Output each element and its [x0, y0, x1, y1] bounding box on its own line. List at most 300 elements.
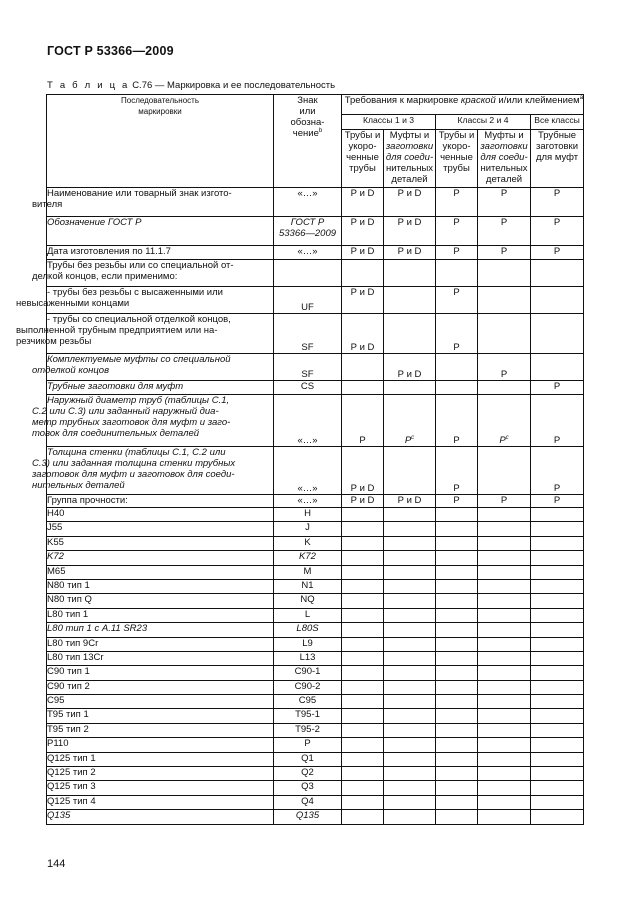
grade-cell [384, 738, 436, 752]
grade-cell [531, 579, 584, 593]
grade-sign: C95 [274, 695, 342, 709]
header-coup-l2: заготовки [480, 141, 528, 152]
row-cell [531, 354, 584, 381]
row-cell [478, 447, 531, 495]
row-cell [342, 354, 384, 381]
grade-sign: Н [274, 508, 342, 522]
grade-cell [342, 579, 384, 593]
row-cell: Р [531, 246, 584, 260]
grade-row [47, 637, 584, 651]
row-cell [384, 287, 436, 314]
row-cell: Р [436, 447, 478, 495]
table-row [47, 260, 584, 287]
grade-cell [384, 723, 436, 737]
grade-name: Н40 [47, 508, 274, 522]
grade-name: Q125 тип 1 [47, 752, 274, 766]
grade-name: C90 тип 2 [47, 680, 274, 694]
header-sign-line2: или [299, 106, 316, 117]
row-cell-note: c [505, 434, 509, 441]
grade-row [47, 522, 584, 536]
grade-cell [436, 536, 478, 550]
row-label-line: С.2 или С.3) или заданный наружный диа- [32, 406, 219, 417]
grade-cell [531, 810, 584, 824]
grade-sign: T95-2 [274, 723, 342, 737]
grade-cell [478, 551, 531, 565]
row-cell: Р [531, 188, 584, 217]
table-row [47, 246, 584, 260]
grade-sign: C90-2 [274, 680, 342, 694]
grade-cell [384, 795, 436, 809]
grade-cell [436, 623, 478, 637]
grade-row [47, 565, 584, 579]
grade-sign: J [274, 522, 342, 536]
row-cell: Р [478, 354, 531, 381]
grade-cell [478, 695, 531, 709]
grade-cell [384, 608, 436, 622]
grade-cell [478, 781, 531, 795]
grade-cell [384, 551, 436, 565]
grade-cell [478, 680, 531, 694]
row-cell [384, 314, 436, 354]
grade-cell [531, 752, 584, 766]
grade-cell [531, 551, 584, 565]
row-label-line: делкой концов, если применимо: [32, 271, 178, 282]
grade-cell [342, 536, 384, 550]
header-pipes-l1: Трубы и [344, 130, 381, 141]
row-cell: Р и D [384, 495, 436, 508]
row-cell: Р [531, 381, 584, 395]
grade-cell [478, 767, 531, 781]
row-label: Группа прочности: [47, 495, 274, 508]
grade-cell [478, 795, 531, 809]
header-couplings-1-3 [384, 130, 436, 188]
row-cell: Р [478, 246, 531, 260]
grade-cell [342, 594, 384, 608]
grade-cell [342, 623, 384, 637]
grade-row [47, 810, 584, 824]
grade-cell [531, 594, 584, 608]
row-sign: «…» [274, 246, 342, 260]
grade-cell [384, 752, 436, 766]
grade-sign: N1 [274, 579, 342, 593]
row-cell [342, 260, 384, 287]
grade-cell [531, 767, 584, 781]
row-cell: Р [436, 314, 478, 354]
header-sequence-line2: маркировки [138, 107, 182, 116]
grade-cell [384, 695, 436, 709]
grade-row [47, 508, 584, 522]
header-coup-l2: заготовки [385, 141, 434, 152]
row-cell [478, 287, 531, 314]
grade-cell [531, 623, 584, 637]
row-cell: Р [436, 188, 478, 217]
grade-sign: P [274, 738, 342, 752]
grade-cell [342, 738, 384, 752]
marking-table [16, 94, 584, 825]
grade-name: J55 [47, 522, 274, 536]
header-sign [274, 95, 342, 188]
grade-cell [384, 767, 436, 781]
row-label-line: заготовок для муфт и заготовок для соеди- [32, 469, 235, 480]
header-classes-1-3: Классы 1 и 3 [342, 115, 436, 130]
table-caption-prefix: Т а б л и ц а [47, 80, 130, 91]
grade-cell [436, 565, 478, 579]
grade-sign: NQ [274, 594, 342, 608]
header-stock-l2: заготовки [536, 141, 579, 152]
grade-sign: M [274, 565, 342, 579]
grade-cell [531, 666, 584, 680]
row-cell [531, 314, 584, 354]
grade-cell [478, 522, 531, 536]
row-label [16, 287, 274, 314]
grade-sign: L13 [274, 651, 342, 665]
row-label-line: товок для соединительных деталей [32, 428, 200, 439]
grade-cell [436, 608, 478, 622]
grade-sign: Q2 [274, 767, 342, 781]
row-sign: UF [274, 287, 342, 314]
grade-cell [436, 781, 478, 795]
grade-cell [436, 637, 478, 651]
row-sign-line: ГОСТ Р [290, 217, 325, 228]
row-cell: Р [531, 495, 584, 508]
row-label: Дата изготовления по 11.1.7 [47, 246, 274, 260]
header-requirements-note: а [579, 94, 584, 101]
grade-cell [531, 651, 584, 665]
grade-row [47, 623, 584, 637]
row-sign: «…» [274, 395, 342, 447]
row-cell: Р и D [342, 314, 384, 354]
row-sign [274, 260, 342, 287]
grade-cell [342, 565, 384, 579]
header-coup-l5: деталей [485, 174, 523, 185]
row-cell: Р [531, 395, 584, 447]
grade-sign: Q4 [274, 795, 342, 809]
grade-sign: Q135 [274, 810, 342, 824]
grade-cell [342, 551, 384, 565]
grade-sign: L80S [274, 623, 342, 637]
grade-cell [342, 508, 384, 522]
row-cell-value: Р [499, 435, 506, 446]
grade-row [47, 781, 584, 795]
header-coup-l1: Муфты и [389, 130, 430, 141]
grade-cell [342, 767, 384, 781]
grade-cell [342, 608, 384, 622]
header-sign-note: b [318, 127, 323, 134]
grade-cell [478, 666, 531, 680]
header-couplings-2-4 [478, 130, 531, 188]
grade-sign: Q1 [274, 752, 342, 766]
header-stock-l1: Трубные [537, 130, 577, 141]
row-label-line: выполненной трубным предприятием или на- [16, 325, 218, 336]
row-cell [384, 447, 436, 495]
grade-cell [384, 666, 436, 680]
row-label-line: метр трубных заготовок для муфт и заго- [32, 417, 231, 428]
header-coupling-stock [531, 130, 584, 188]
grade-cell [436, 522, 478, 536]
grade-cell [436, 680, 478, 694]
row-cell-note: c [411, 434, 415, 441]
grade-cell [478, 752, 531, 766]
grade-cell [342, 781, 384, 795]
row-sign: CS [274, 381, 342, 395]
row-cell: Р [436, 287, 478, 314]
grade-cell [342, 723, 384, 737]
header-coup-l5: деталей [391, 174, 428, 185]
grade-row [47, 536, 584, 550]
row-cell [436, 260, 478, 287]
header-requirements-prefix: Требования к маркировке [344, 95, 459, 106]
header-sign-line3: обозна- [290, 117, 325, 128]
grade-cell [342, 709, 384, 723]
grade-cell [436, 508, 478, 522]
grade-name: T95 тип 1 [47, 709, 274, 723]
header-classes-2-4: Классы 2 и 4 [436, 115, 531, 130]
grade-cell [384, 781, 436, 795]
grade-row [47, 767, 584, 781]
row-label [16, 314, 274, 354]
grade-cell [478, 536, 531, 550]
row-label-line: отделкой концов [32, 365, 110, 376]
grade-cell [436, 695, 478, 709]
grade-cell [384, 522, 436, 536]
row-cell: Р и D [384, 188, 436, 217]
grade-name: K55 [47, 536, 274, 550]
grade-cell [531, 709, 584, 723]
row-cell [531, 260, 584, 287]
row-cell: Р [478, 495, 531, 508]
grade-cell [478, 810, 531, 824]
header-requirements-suffix: и/или клеймением [498, 95, 580, 106]
grade-cell [384, 536, 436, 550]
row-cell: Р и D [384, 246, 436, 260]
row-label-line: невысаженными концами [16, 298, 130, 309]
grade-name: C95 [47, 695, 274, 709]
grade-cell [436, 551, 478, 565]
grade-sign: T95-1 [274, 709, 342, 723]
grade-cell [531, 723, 584, 737]
grade-name: N80 тип Q [47, 594, 274, 608]
grade-cell [384, 680, 436, 694]
grade-name: P110 [47, 738, 274, 752]
grade-name: L80 тип 1 [47, 608, 274, 622]
row-cell: Р [436, 395, 478, 447]
row-label-line: - трубы без резьбы с высаженными или [47, 287, 223, 298]
grade-cell [436, 594, 478, 608]
grade-cell [342, 666, 384, 680]
document-header: ГОСТ Р 53366—2009 [47, 44, 174, 58]
row-label-line: Наружный диаметр труб (таблицы С.1, [47, 395, 230, 406]
grade-cell [436, 810, 478, 824]
row-sign: SF [274, 354, 342, 381]
header-sequence-line1: Последовательность [121, 96, 199, 105]
grade-cell [478, 723, 531, 737]
grade-row [47, 695, 584, 709]
grade-cell [531, 680, 584, 694]
row-sign: «…» [274, 447, 342, 495]
grade-row [47, 666, 584, 680]
grade-row [47, 795, 584, 809]
grade-sign: K [274, 536, 342, 550]
row-sign [274, 217, 342, 246]
row-cell: Р и D [384, 354, 436, 381]
header-pipes-l2: укоро- [442, 141, 471, 152]
header-coup-l4: нительных [480, 163, 528, 174]
grade-cell [531, 522, 584, 536]
grade-name: L80 тип 13Cr [47, 651, 274, 665]
header-coup-l3: для соеди- [385, 152, 434, 163]
grade-cell [384, 810, 436, 824]
grade-cell [342, 637, 384, 651]
grade-sign: Q3 [274, 781, 342, 795]
table-caption [47, 80, 335, 91]
row-cell: Р и D [384, 217, 436, 246]
row-cell: Р и D [342, 217, 384, 246]
grade-name: L80 тип 1 с A.11 SR23 [47, 623, 274, 637]
grade-cell [384, 651, 436, 665]
row-sign: «…» [274, 495, 342, 508]
row-label-line: - трубы со специальной отделкой концов, [47, 314, 231, 325]
row-cell [478, 395, 531, 447]
grade-cell [478, 623, 531, 637]
grade-row [47, 738, 584, 752]
header-stock-l3: для муфт [535, 152, 579, 163]
row-sign: «…» [274, 188, 342, 217]
table-caption-text: С.76 — Маркировка и ее последовательность [132, 80, 336, 91]
grade-cell [531, 536, 584, 550]
row-label-line: С.3) или заданная толщина стенки трубных [32, 458, 236, 469]
row-cell [436, 354, 478, 381]
grade-row [47, 579, 584, 593]
header-requirements [342, 95, 584, 115]
header-pipes-1-3 [342, 130, 384, 188]
table-row [47, 495, 584, 508]
row-cell [478, 314, 531, 354]
grade-cell [478, 565, 531, 579]
grade-cell [384, 565, 436, 579]
grade-cell [342, 522, 384, 536]
grade-row [47, 752, 584, 766]
header-requirements-italic: краской [460, 95, 496, 106]
grade-cell [342, 651, 384, 665]
grade-sign: L [274, 608, 342, 622]
table-row [47, 381, 584, 395]
row-label-line: Трубы без резьбы или со специальной от- [47, 260, 234, 271]
table-row [47, 217, 584, 246]
grade-cell [436, 752, 478, 766]
grade-cell [531, 738, 584, 752]
grade-cell [478, 637, 531, 651]
row-cell: Р и D [342, 495, 384, 508]
header-coup-l1: Муфты и [484, 130, 524, 141]
row-cell [478, 381, 531, 395]
grade-cell [384, 594, 436, 608]
grade-sign: K72 [274, 551, 342, 565]
grade-name: K72 [47, 551, 274, 565]
row-cell [384, 260, 436, 287]
grade-cell [342, 795, 384, 809]
row-cell: Р и D [342, 287, 384, 314]
row-cell: Р и D [342, 246, 384, 260]
header-sequence [47, 95, 274, 188]
grade-row [47, 709, 584, 723]
grade-cell [384, 623, 436, 637]
page-number: 144 [47, 858, 66, 870]
header-pipes-l4: трубы [443, 163, 470, 174]
row-sign: SF [274, 314, 342, 354]
grade-row [47, 551, 584, 565]
header-pipes-l3: ченные [440, 152, 473, 163]
header-pipes-l4: трубы [349, 163, 376, 174]
row-label [32, 260, 274, 287]
grade-row [47, 723, 584, 737]
row-label-line: резчиком резьбы [16, 336, 92, 347]
header-sign-line1: Знак [297, 95, 318, 106]
row-cell: Р [436, 217, 478, 246]
grade-name: L80 тип 9Cr [47, 637, 274, 651]
table-row [47, 188, 584, 217]
grade-cell [436, 738, 478, 752]
row-label [32, 354, 274, 381]
grade-cell [531, 608, 584, 622]
grade-cell [436, 709, 478, 723]
grade-cell [384, 579, 436, 593]
grade-row [47, 651, 584, 665]
table-row [47, 447, 584, 495]
row-cell: Р [342, 395, 384, 447]
row-label-line: Комплектуемые муфты со специальной [47, 354, 231, 365]
row-label-line: вителя [32, 199, 63, 210]
row-cell: Р [531, 217, 584, 246]
table-row [47, 395, 584, 447]
grade-name: M65 [47, 565, 274, 579]
grade-cell [478, 579, 531, 593]
row-label [32, 447, 274, 495]
row-cell: Р [436, 246, 478, 260]
grade-cell [478, 508, 531, 522]
row-label [32, 188, 274, 217]
row-cell [436, 381, 478, 395]
row-cell: Р и D [342, 188, 384, 217]
row-cell [342, 381, 384, 395]
row-cell: Р [531, 447, 584, 495]
grade-cell [436, 795, 478, 809]
grade-cell [478, 651, 531, 665]
header-pipes-l1: Трубы и [438, 130, 475, 141]
grade-cell [436, 666, 478, 680]
grade-row [47, 680, 584, 694]
grade-cell [478, 594, 531, 608]
header-all-classes: Все классы [531, 115, 584, 130]
grade-cell [478, 709, 531, 723]
grade-cell [342, 752, 384, 766]
row-cell [478, 260, 531, 287]
grade-name: N80 тип 1 [47, 579, 274, 593]
table-row [47, 287, 584, 314]
row-cell [384, 395, 436, 447]
header-coup-l4: нительных [385, 163, 434, 174]
row-cell: Р [436, 495, 478, 508]
grade-name: Q125 тип 2 [47, 767, 274, 781]
row-label: Обозначение ГОСТ Р [47, 217, 274, 246]
grade-sign: L9 [274, 637, 342, 651]
grade-cell [384, 637, 436, 651]
row-sign-line: 53366—2009 [278, 228, 337, 239]
grade-sign: C90-1 [274, 666, 342, 680]
header-pipes-2-4 [436, 130, 478, 188]
table-row [47, 354, 584, 381]
grade-cell [436, 723, 478, 737]
grade-cell [531, 695, 584, 709]
